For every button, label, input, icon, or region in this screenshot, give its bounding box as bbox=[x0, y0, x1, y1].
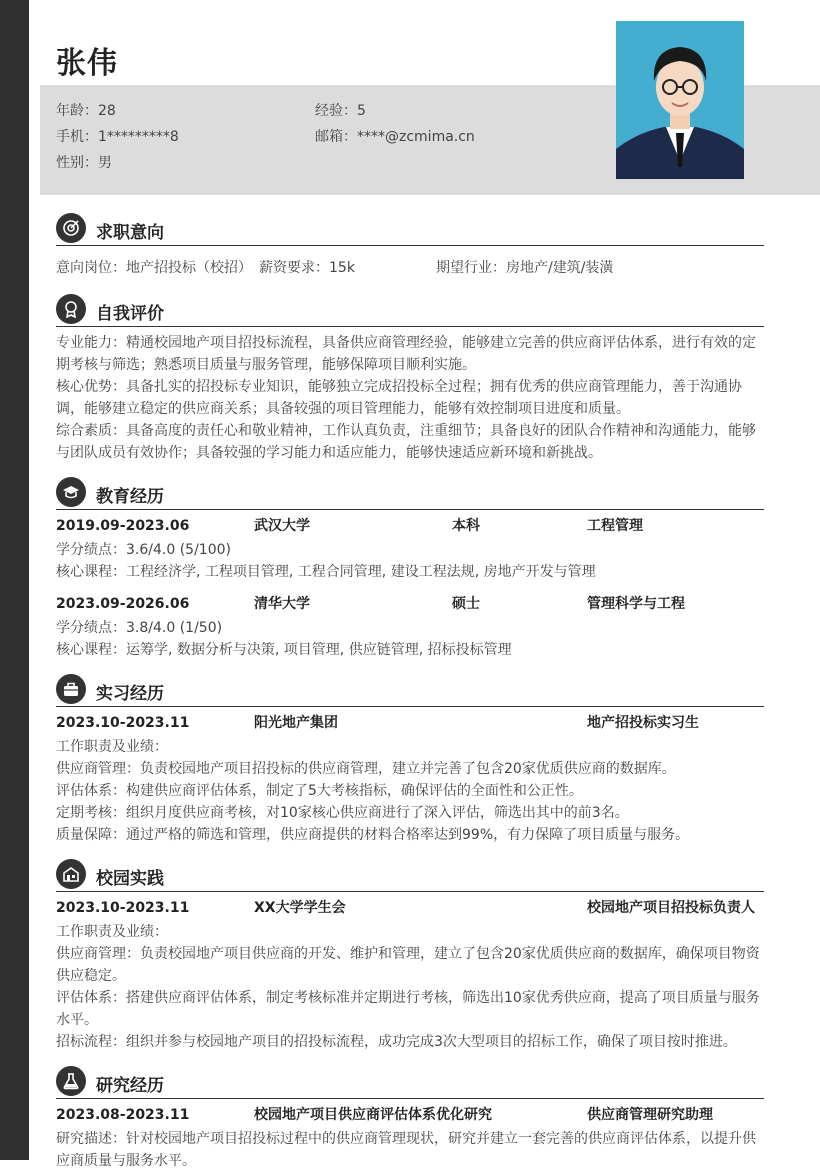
education-major: 工程管理 bbox=[587, 518, 643, 534]
research-role: 供应商管理研究助理 bbox=[587, 1107, 713, 1123]
self-eval-line: 与团队成员有效协作；具备较强的学习能力和适应能力，能够快速适应新环境和新挑战。 bbox=[56, 445, 602, 461]
campus-line: 工作职责及业绩： bbox=[56, 924, 168, 940]
education-gpa: 学分绩点：3.6/4.0 (5/100) bbox=[56, 542, 231, 558]
candidate-name: 张伟 bbox=[56, 46, 118, 81]
section-title: 研究经历 bbox=[96, 1076, 164, 1096]
education-period: 2023.09-2026.06 bbox=[56, 596, 190, 612]
section-title: 教育经历 bbox=[96, 487, 164, 507]
campus-line: 供应商管理：负责校园地产项目供应商的开发、维护和管理，建立了包含20家优质供应商的数据库，确保项目物资 bbox=[56, 946, 760, 962]
intent-salary: 薪资要求：15k bbox=[259, 260, 355, 276]
intent-position: 意向岗位：地产招投标（校招） bbox=[56, 260, 252, 276]
campus-line: 招标流程：组织并参与校园地产项目的招投标流程，成功完成3次大型项目的招标工作，确保了项目按时推进。 bbox=[56, 1034, 737, 1050]
internship-line: 工作职责及业绩： bbox=[56, 739, 168, 755]
internship-line: 质量保障：通过严格的筛选和管理，供应商提供的材料合格率达到99%，有力保障了项目质量与服务。 bbox=[56, 827, 690, 843]
section-title: 校园实践 bbox=[96, 869, 164, 889]
section-internship bbox=[56, 674, 764, 846]
education-period: 2019.09-2023.06 bbox=[56, 518, 190, 534]
research-line: 研究描述：针对校园地产项目招投标过程中的供应商管理现状，研究并建立一套完善的供应商评估体系，以提升供 bbox=[56, 1131, 756, 1147]
building-icon bbox=[56, 859, 86, 889]
section-header bbox=[56, 213, 764, 246]
education-courses: 核心课程：工程经济学, 工程项目管理, 工程合同管理, 建设工程法规, 房地产开发与管理 bbox=[56, 564, 596, 580]
section-job-intent bbox=[56, 213, 764, 279]
briefcase-icon bbox=[56, 674, 86, 704]
self-eval-line: 期考核与筛选；熟悉项目质量与服务管理，能够保障项目顺利实施。 bbox=[56, 357, 476, 373]
target-icon bbox=[56, 213, 86, 243]
phone-field: 手机：1*********8 bbox=[56, 129, 179, 145]
self-eval-line: 专业能力：精通校园地产项目招投标流程，具备供应商管理经验，能够建立完善的供应商评估体系，进行有效的定 bbox=[56, 335, 756, 351]
internship-period: 2023.10-2023.11 bbox=[56, 715, 190, 731]
education-school: 清华大学 bbox=[254, 596, 310, 612]
section-title: 自我评价 bbox=[96, 304, 164, 324]
internship-line: 评估体系：构建供应商评估体系，制定了5大考核指标，确保评估的全面性和公正性。 bbox=[56, 783, 583, 799]
section-header bbox=[56, 859, 764, 892]
campus-org: XX大学学生会 bbox=[254, 900, 346, 916]
gender-field: 性别：男 bbox=[56, 155, 112, 171]
email-field: 邮箱：****@zcmima.cn bbox=[315, 129, 475, 145]
research-project: 校园地产项目供应商评估体系优化研究 bbox=[254, 1107, 492, 1123]
education-gpa: 学分绩点：3.8/4.0 (1/50) bbox=[56, 620, 223, 636]
left-accent-bar bbox=[0, 0, 29, 1160]
education-major: 管理科学与工程 bbox=[587, 596, 685, 612]
section-education bbox=[56, 477, 764, 661]
profile-photo bbox=[616, 21, 744, 179]
section-self-evaluation bbox=[56, 294, 764, 464]
section-title: 求职意向 bbox=[96, 223, 164, 243]
education-entry bbox=[56, 515, 764, 583]
campus-line: 供应稳定。 bbox=[56, 968, 126, 984]
education-entry bbox=[56, 593, 764, 661]
self-eval-line: 调，能够建立稳定的供应商关系；具备较强的项目管理能力，能够有效控制项目进度和质量。 bbox=[56, 401, 630, 417]
internship-role: 地产招投标实习生 bbox=[587, 715, 699, 731]
section-header bbox=[56, 294, 764, 327]
intent-industry: 期望行业：房地产/建筑/装潢 bbox=[436, 260, 614, 276]
section-research bbox=[56, 1066, 764, 1172]
section-campus-practice bbox=[56, 859, 764, 1053]
internship-line: 供应商管理：负责校园地产项目招投标的供应商管理，建立并完善了包含20家优质供应商的数据库。 bbox=[56, 761, 676, 777]
research-line: 应商质量与服务水平。 bbox=[56, 1153, 196, 1169]
self-eval-line: 综合素质：具备高度的责任心和敬业精神，工作认真负责，注重细节；具备良好的团队合作精神和沟通能力，能够 bbox=[56, 423, 756, 439]
campus-line: 水平。 bbox=[56, 1012, 98, 1028]
research-period: 2023.08-2023.11 bbox=[56, 1107, 190, 1123]
education-courses: 核心课程：运筹学, 数据分析与决策, 项目管理, 供应链管理, 招标投标管理 bbox=[56, 642, 512, 658]
section-header bbox=[56, 674, 764, 707]
badge-icon bbox=[56, 294, 86, 324]
flask-icon bbox=[56, 1066, 86, 1096]
education-degree: 硕士 bbox=[452, 596, 480, 612]
education-degree: 本科 bbox=[452, 518, 480, 534]
campus-line: 评估体系：搭建供应商评估体系，制定考核标准并定期进行考核，筛选出10家优秀供应商，提高了项目质量与服务 bbox=[56, 990, 760, 1006]
experience-field: 经验：5 bbox=[315, 103, 366, 119]
section-header bbox=[56, 1066, 764, 1099]
internship-line: 定期考核：组织月度供应商考核，对10家核心供应商进行了深入评估，筛选出其中的前3名。 bbox=[56, 805, 629, 821]
section-header bbox=[56, 477, 764, 510]
age-field: 年龄：28 bbox=[56, 103, 116, 119]
internship-company: 阳光地产集团 bbox=[254, 715, 338, 731]
campus-period: 2023.10-2023.11 bbox=[56, 900, 190, 916]
section-title: 实习经历 bbox=[96, 684, 164, 704]
graduation-cap-icon bbox=[56, 477, 86, 507]
self-eval-line: 核心优势：具备扎实的招投标专业知识，能够独立完成招投标全过程；拥有优秀的供应商管理能力，善于沟通协 bbox=[56, 379, 742, 395]
campus-role: 校园地产项目招投标负责人 bbox=[587, 900, 755, 916]
education-school: 武汉大学 bbox=[254, 518, 310, 534]
